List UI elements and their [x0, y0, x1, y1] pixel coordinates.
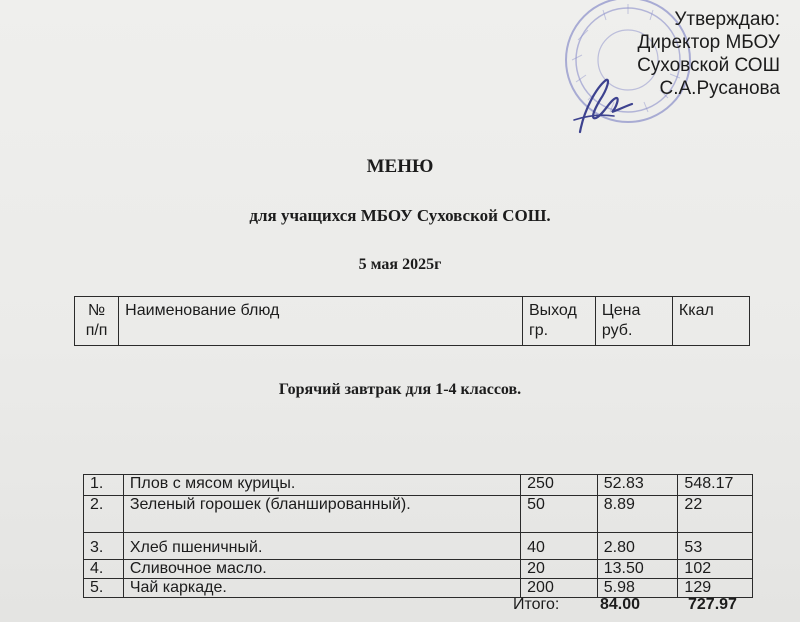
header-num-line2: п/п [85, 322, 108, 339]
menu-date: 5 мая 2025г [358, 256, 442, 273]
item-kcal: 102 [678, 560, 753, 579]
item-kcal: 22 [678, 496, 753, 533]
menu-items-table [83, 474, 753, 598]
approval-heading: Утверждаю: [674, 9, 780, 30]
item-name: Сливочное масло. [123, 560, 520, 579]
header-num-cell [75, 297, 119, 346]
page-subtitle: для учащихся МБОУ Суховской СОШ. [249, 206, 551, 225]
header-price-line2: руб. [601, 322, 633, 339]
header-kcal-cell: Ккал [672, 297, 749, 346]
item-num: 2. [84, 496, 124, 533]
item-kcal: 53 [678, 533, 753, 560]
table-row [84, 533, 753, 560]
total-kcal: 727.97 [688, 596, 737, 613]
item-name: Зеленый горошек (бланшированный). [123, 496, 520, 533]
header-row [75, 297, 750, 346]
item-yield: 50 [521, 496, 598, 533]
item-yield: 200 [521, 579, 598, 598]
table-row [84, 475, 753, 496]
item-kcal: 548.17 [678, 475, 753, 496]
item-price: 8.89 [597, 496, 678, 533]
header-name-cell: Наименование блюд [119, 297, 523, 346]
item-name: Плов с мясом курицы. [123, 475, 520, 496]
approval-block [600, 8, 780, 100]
item-name: Хлеб пшеничный. [123, 533, 520, 560]
table-row [84, 496, 753, 533]
item-num: 3. [84, 533, 124, 560]
item-price: 13.50 [597, 560, 678, 579]
table-row [84, 579, 753, 598]
item-yield: 20 [521, 560, 598, 579]
header-price-line1: Цена [601, 302, 641, 319]
table-row [84, 560, 753, 579]
item-yield: 250 [521, 475, 598, 496]
meal-title: Горячий завтрак для 1-4 классов. [278, 381, 522, 398]
item-kcal: 129 [678, 579, 753, 598]
total-label: Итого: [513, 596, 560, 613]
approval-school: Суховской СОШ [637, 55, 780, 76]
menu-header-table [74, 296, 750, 346]
item-price: 52.83 [597, 475, 678, 496]
total-price: 84.00 [600, 596, 641, 613]
item-yield: 40 [521, 533, 598, 560]
header-num-line1: № [88, 302, 106, 319]
item-price: 2.80 [597, 533, 678, 560]
header-yield-cell [522, 297, 595, 346]
page-title: МЕНЮ [366, 156, 434, 177]
item-num: 4. [84, 560, 124, 579]
header-yield-line1: Выход [528, 302, 577, 319]
approval-director-name: С.А.Русанова [659, 78, 780, 99]
header-price-cell [595, 297, 672, 346]
approval-position: Директор МБОУ [637, 32, 780, 53]
item-num: 5. [84, 579, 124, 598]
item-price: 5.98 [597, 579, 678, 598]
header-yield-line2: гр. [528, 322, 549, 339]
item-num: 1. [84, 475, 124, 496]
item-name: Чай каркаде. [123, 579, 520, 598]
